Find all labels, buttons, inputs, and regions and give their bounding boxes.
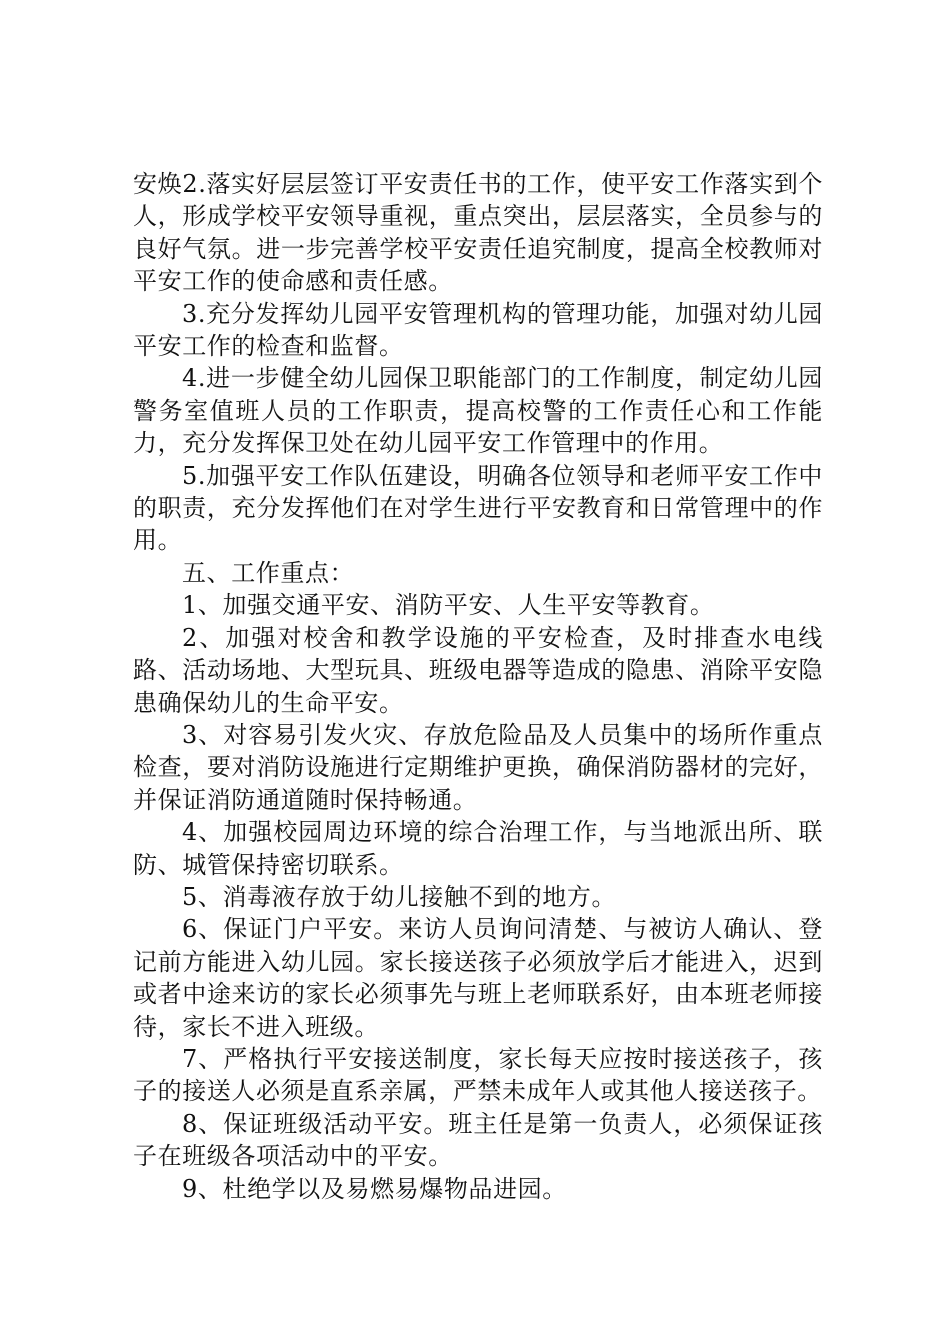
paragraph-13: 8、保证班级活动平安。班主任是第一负责人，必须保证孩子在班级各项活动中的平安。 — [133, 1109, 823, 1171]
paragraph-1: 安焕2.落实好层层签订平安责任书的工作，使平安工作落实到个人，形成学校平安领导重视，重点突出，层层落实，全员参与的良好气氛。进一步完善学校平安责任追究制度，提高全校教师对平安工作的使命感和责任感。 — [133, 170, 823, 296]
paragraph-12: 7、严格执行平安接送制度，家长每天应按时接送孩子，孩子的接送人必须是直系亲属，严禁未成年人或其他人接送孩子。 — [133, 1044, 823, 1106]
paragraph-10: 5、消毒液存放于幼儿接触不到的地方。 — [182, 882, 617, 911]
paragraph-4: 5.加强平安工作队伍建设，明确各位领导和老师平安工作中的职责，充分发挥他们在对学生进行平安教育和日常管理中的作用。 — [133, 461, 823, 555]
paragraph-9: 4、加强校园周边环境的综合治理工作，与当地派出所、联防、城管保持密切联系。 — [133, 818, 823, 879]
paragraph-14: 9、杜绝学以及易燃易爆物品进园。 — [182, 1174, 567, 1203]
paragraph-6: 1、加强交通平安、消防平安、人生平安等教育。 — [182, 591, 715, 620]
paragraph-2: 3.充分发挥幼儿园平安管理机构的管理功能，加强对幼儿园平安工作的检查和监督。 — [133, 299, 823, 361]
document-body — [133, 168, 823, 1205]
paragraph-8: 3、对容易引发火灾、存放危险品及人员集中的场所作重点检查，要对消防设施进行定期维护更换，确保消防器材的完好，并保证消防通道随时保持畅通。 — [133, 720, 823, 814]
section-heading: 五、工作重点： — [182, 558, 355, 587]
paragraph-3: 4.进一步健全幼儿园保卫职能部门的工作制度，制定幼儿园警务室值班人员的工作职责，提高校警的工作责任心和工作能力，充分发挥保卫处在幼儿园平安工作管理中的作用。 — [133, 364, 823, 458]
paragraph-7: 2、加强对校舍和教学设施的平安检查，及时排查水电线路、活动场地、大型玩具、班级电器等造成的隐患、消除平安隐患确保幼儿的生命平安。 — [133, 623, 823, 717]
paragraph-11: 6、保证门户平安。来访人员询问清楚、与被访人确认、登记前方能进入幼儿园。家长接送孩子必须放学后才能进入，迟到或者中途来访的家长必须事先与班上老师联系好，由本班老师接待，家长不进入班级。 — [133, 915, 823, 1041]
